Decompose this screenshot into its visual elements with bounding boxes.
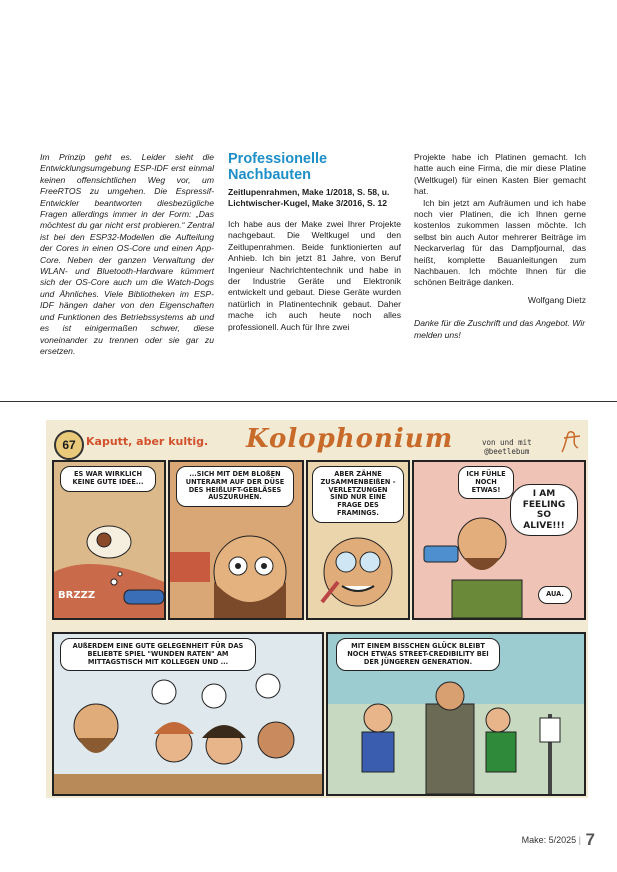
column-left-text: Im Prinzip geht es. Leider sieht die Entwicklungsumgebung ESP-IDF erst einmal keinen offensichtlichen Weg vor, um FreeRTOS zu umgehen. Die Espressif-Entwickler beantworten diesbezügliche Fragen allerdings immer in der Form: „Das möchtest du gar nicht erst probieren.“ Zentral ist bei den ESP32-Modellen die Aufteilung der Cores in einen OS-Core und einen App-Core. Neben der ganzen Verwaltung der WLAN- und Bluetooth-Hardware kümmert sich der OS-Core auch um die Watch-Dogs und Ähnliches. Viele Bibliotheken im ESP-IDF hängen daher von den Eigenschaften und Funktionen des Betriebssystems ab und es ist einigermaßen schwer, diese voneinander zu trennen oder sie gar zu ersetzen. <box>40 152 214 356</box>
panel-1-caption: ES WAR WIRKLICH KEINE GUTE IDEE... <box>60 466 156 492</box>
panel-1-sfx: BRZZZ <box>58 590 96 601</box>
letter-body-part1: Ich habe aus der Make zwei Ihrer Projekte nachgebaut. Die Weltkugel und den Zeitlupenrahmen. Beide funktionierten auf Anhieb. Ich bin jetzt 81 Jahre, von Beruf Ingenieur Nachrichtentechnik und habe in der Industrie Geräte und Elektronik entwickelt und gebaut. Diese Geräte wurden natürlich in Platinentechnik gebaut. Daher mache ich auch heute noch alles professionell. Auch für Ihre zwei <box>228 219 401 332</box>
comic-panel-5 <box>52 632 324 796</box>
panel-3-caption: ABER ZÄHNE ZUSAMMENBEIßEN - VERLETZUNGEN SIND NUR EINE FRAGE DES FRAMINGS. <box>312 466 404 523</box>
comic-strip <box>46 420 588 798</box>
page-number: 7 <box>585 830 595 849</box>
byline-line2: @beetlebum <box>484 447 530 456</box>
letter-body-part3: Ich bin jetzt am Aufräumen und ich habe noch vier Platinen, die ich Ihnen gerne kostenlos zukommen lassen möchte. Ich selbst bin auch Autor mehrerer Beiträge im Neckarverlag für das Dampfjournal, das heißt, komplette Bauanleitungen zum Nachbauen. Ich möchte Ihnen für die schönen Beiträge danken. <box>414 197 586 288</box>
panel-4-bubble-3: AUA. <box>538 586 572 604</box>
panel-5-caption: AUßERDEM EINE GUTE GELEGENHEIT FÜR DAS BELIEBTE SPIEL "WUNDEN RATEN" AM MITTAGSTISCH MIT KOLLEGEN UND ... <box>60 638 256 671</box>
footer-separator: | <box>578 835 582 845</box>
editor-reply: Danke für die Zuschrift und das Angebot. Wir melden uns! <box>414 318 586 340</box>
panel-2-caption: ...SICH MIT DEM BLOßEN UNTERARM AUF DER DÜSE DES HEIßLUFT-GEBLÄSES AUSZURUHEN. <box>176 466 294 507</box>
byline-line1: von und mit <box>482 438 532 447</box>
comic-subtitle: Kaputt, aber kultig. <box>86 435 209 448</box>
panel-4-bubble-2: I AM FEELING SO ALIVE!!! <box>510 484 578 536</box>
comic-panel-2 <box>168 460 304 620</box>
comic-panel-4 <box>412 460 586 620</box>
comic-logo: Kolophonium <box>246 424 454 454</box>
comic-panel-6 <box>326 632 586 796</box>
issue-label: Make: 5/2025 <box>521 835 577 845</box>
column-middle <box>228 152 401 333</box>
column-right <box>414 152 586 341</box>
letter-body-part2: Projekte habe ich Platinen gemacht. Ich hatte auch eine Firma, die mir diese Platine (Weltkugel) für einen Kasten Bier gemacht hat. <box>414 152 586 197</box>
panel-4-bubble-1: ICH FÜHLE NOCH ETWAS! <box>458 466 514 499</box>
comic-byline <box>482 438 532 456</box>
comic-panel-3 <box>306 460 410 620</box>
artist-signature-icon <box>558 426 582 456</box>
comic-panel-1 <box>52 460 166 620</box>
comic-number-badge: 67 <box>54 430 84 460</box>
letter-references: Zeitlupenrahmen, Make 1/2018, S. 58, u. Lichtwischer-Kugel, Make 3/2016, S. 12 <box>228 187 390 208</box>
section-divider <box>0 401 617 402</box>
letter-signature: Wolfgang Dietz <box>527 294 586 305</box>
page-footer <box>522 830 595 850</box>
panel-6-caption: MIT EINEM BISSCHEN GLÜCK BLEIBT NOCH ETWAS STREET-CREDIBILITY BEI DER JÜNGEREN GENERATION. <box>336 638 500 671</box>
column-left <box>40 152 214 357</box>
letter-heading: Professionelle Nachbauten <box>228 151 328 183</box>
